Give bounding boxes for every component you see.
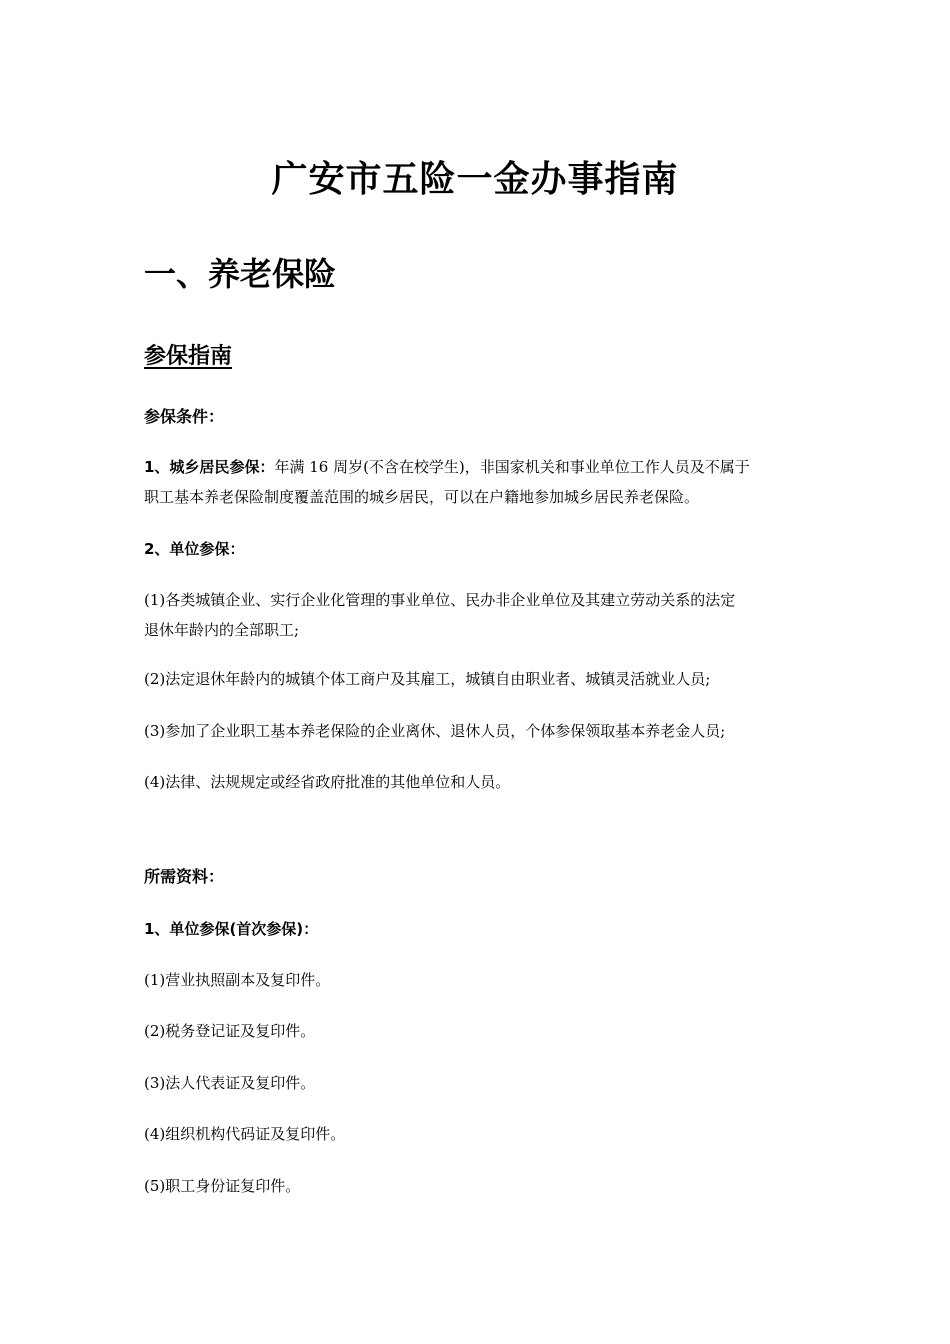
condition-item-urban-rural: [144, 452, 814, 512]
condition-unit-sub1-line2: 退休年龄内的全部职工;: [144, 621, 300, 639]
section-heading-pension: 一、养老保险: [144, 255, 337, 293]
condition-item-urban-rural-text-line2: 职工基本养老保险制度覆盖范围的城乡居民，可以在户籍地参加城乡居民养老保险。: [144, 488, 700, 506]
conditions-heading: 参保条件：: [144, 407, 225, 426]
subsection-heading-enrollment-guide: 参保指南: [144, 344, 233, 369]
condition-item-unit-label: 2、单位参保：: [144, 540, 245, 558]
condition-item-urban-rural-label: 1、城乡居民参保：: [144, 458, 275, 476]
condition-unit-sub3-text: (3)参加了企业职工基本养老保险的企业离休、退休人员，个体参保领取基本养老金人员;: [144, 722, 726, 740]
document-title: 广安市五险一金办事指南: [271, 159, 679, 200]
condition-unit-sub1: [144, 585, 814, 645]
condition-unit-sub4-text: (4)法律、法规规定或经省政府批准的其他单位和人员。: [144, 773, 511, 791]
condition-item-urban-rural-text-line1: 年满 16 周岁(不含在校学生)，非国家机关和事业单位工作人员及不属于: [274, 458, 750, 476]
materials-list-item: (3)法人代表证及复印件。: [144, 1074, 316, 1092]
condition-unit-sub4: [144, 767, 814, 797]
condition-unit-sub2-text: (2)法定退休年龄内的城镇个体工商户及其雇工，城镇自由职业者、城镇灵活就业人员;: [144, 670, 711, 688]
materials-list-item: (4)组织机构代码证及复印件。: [144, 1125, 346, 1143]
materials-item-unit-label: 1、单位参保(首次参保)：: [144, 920, 319, 938]
materials-list-item: (1)营业执照副本及复印件。: [144, 971, 331, 989]
materials-heading: 所需资料：: [144, 867, 225, 886]
materials-list-item: (5)职工身份证复印件。: [144, 1177, 301, 1195]
condition-unit-sub3: [144, 716, 814, 746]
materials-list-item: (2)税务登记证及复印件。: [144, 1022, 316, 1040]
condition-unit-sub2: [144, 664, 814, 694]
condition-unit-sub1-line1: (1)各类城镇企业、实行企业化管理的事业单位、民办非企业单位及其建立劳动关系的法定: [144, 591, 736, 609]
